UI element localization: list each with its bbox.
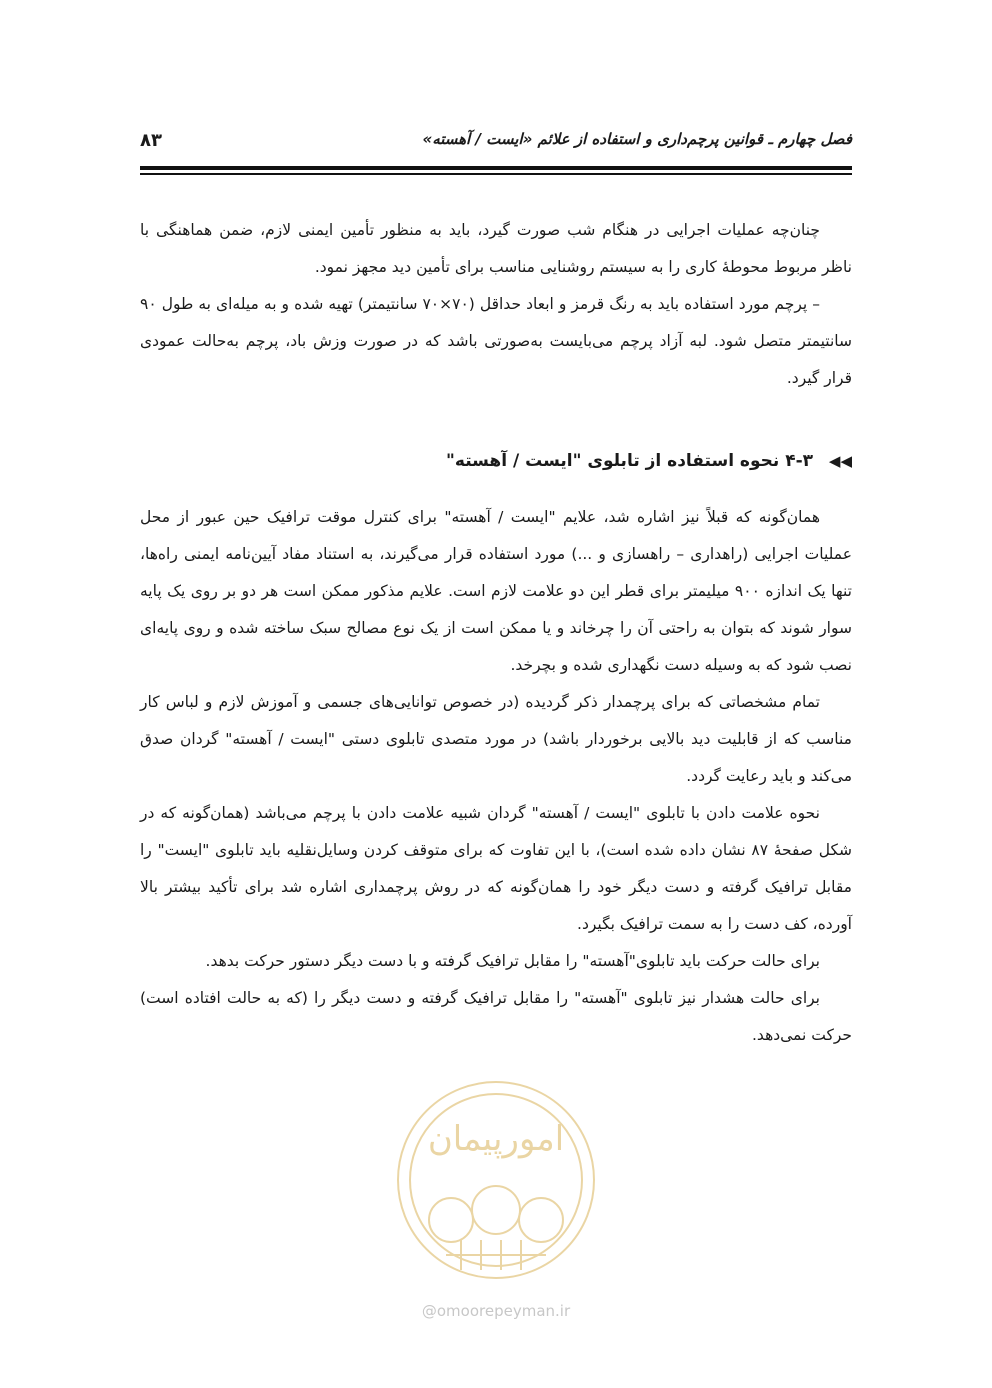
page-number: ۸۳ (140, 130, 162, 151)
paragraph-operator-specs: تمام مشخصاتی که برای پرچمدار ذکر گردیده (در خصوص توانایی‌های جسمی و آموزش لازم و لباس کار مناسب که از قابلیت دید بالایی برخوردار باشد) در مورد متصدی تابلوی دستی "ایست / آهسته" گردان صدق می‌کند و باید رعایت گردد. (140, 693, 852, 785)
paragraph-flag-specs: – پرچم مورد استفاده باید به رنگ قرمز و ابعاد حداقل (۷۰×۷۰ سانتیمتر) تهیه شده و به میله‌ای به طول ۹۰ سانتیمتر متصل شود. لبه آزاد پرچم می‌بایست به‌صورتی باشد که در صورت وزش باد، پرچم به‌حالت عمودی قرار گیرد. (140, 295, 852, 387)
page-header (140, 118, 852, 158)
double-arrow-icon: ◀◀ (828, 452, 852, 470)
header-rule-thick (140, 166, 852, 170)
chapter-title: فصل چهارم ـ قوانین پرچم‌داری و استفاده از علائم «ایست / آهسته» (422, 130, 852, 148)
watermark-url: @omoorepeyman.ir (421, 1302, 571, 1320)
watermark-logo-text: امورپیمان (427, 1119, 565, 1159)
watermark-logo-icon (376, 1070, 616, 1295)
header-rule-thin (140, 173, 852, 175)
paragraph-sign-usage: همان‌گونه که قبلاً نیز اشاره شد، علایم "ایست / آهسته" برای کنترل موقت ترافیک حین عبور از محل عملیات اجرایی (راهداری – راهسازی و ...) مورد استفاده قرار می‌گیرند، به استناد مفاد آیین‌نامه ایمنی راه‌ها، تنها یک اندازه ۹۰۰ میلیمتر برای قطر این دو علامت لازم است. علایم مذکور ممکن است هر دو بر روی یک پایه سوار شوند که بتوان به راحتی آن را چرخاند و یا ممکن است از یک نوع مصالح سبک ساخته شده و روی پایه‌ای نصب شود که به وسیله دست نگهداری شده و بچرخد. (140, 508, 852, 674)
section-title: ۴-۳ نحوه استفاده از تابلوی "ایست / آهسته" (446, 451, 813, 471)
section-heading (140, 441, 852, 481)
paragraph-warning-state: برای حالت هشدار نیز تابلوی "آهسته" را مقابل ترافیک گرفته و دست دیگر را (که به حالت افتاده است) حرکت نمی‌دهد. (140, 989, 852, 1044)
paragraph-night-operations: چنان‌چه عملیات اجرایی در هنگام شب صورت گیرد، باید به منظور تأمین ایمنی لازم، ضمن هماهنگی با ناظر مربوط محوطهٔ کاری را به سیستم روشنایی مناسب برای تأمین دید مجهز نمود. (140, 221, 852, 276)
paragraph-go-state: برای حالت حرکت باید تابلوی"آهسته" را مقابل ترافیک گرفته و با دست دیگر دستور حرکت بدهد. (205, 952, 820, 970)
paragraph-signaling-method: نحوه علامت دادن با تابلوی "ایست / آهسته" گردان شبیه علامت دادن با پرچم می‌باشد (همان‌گونه که در شکل صفحهٔ ۸۷ نشان داده شده است)، با این تفاوت که برای متوقف کردن وسایل‌نقلیه باید تابلوی "ایست" را مقابل ترافیک گرفته و دست دیگر خود را همان‌گونه که در روش پرچمداری اشاره شد برای تأکید بیشتر بالا آورده، کف دست را به سمت ترافیک بگیرد. (140, 804, 852, 933)
page-body (140, 212, 852, 1054)
watermark (376, 1070, 616, 1370)
